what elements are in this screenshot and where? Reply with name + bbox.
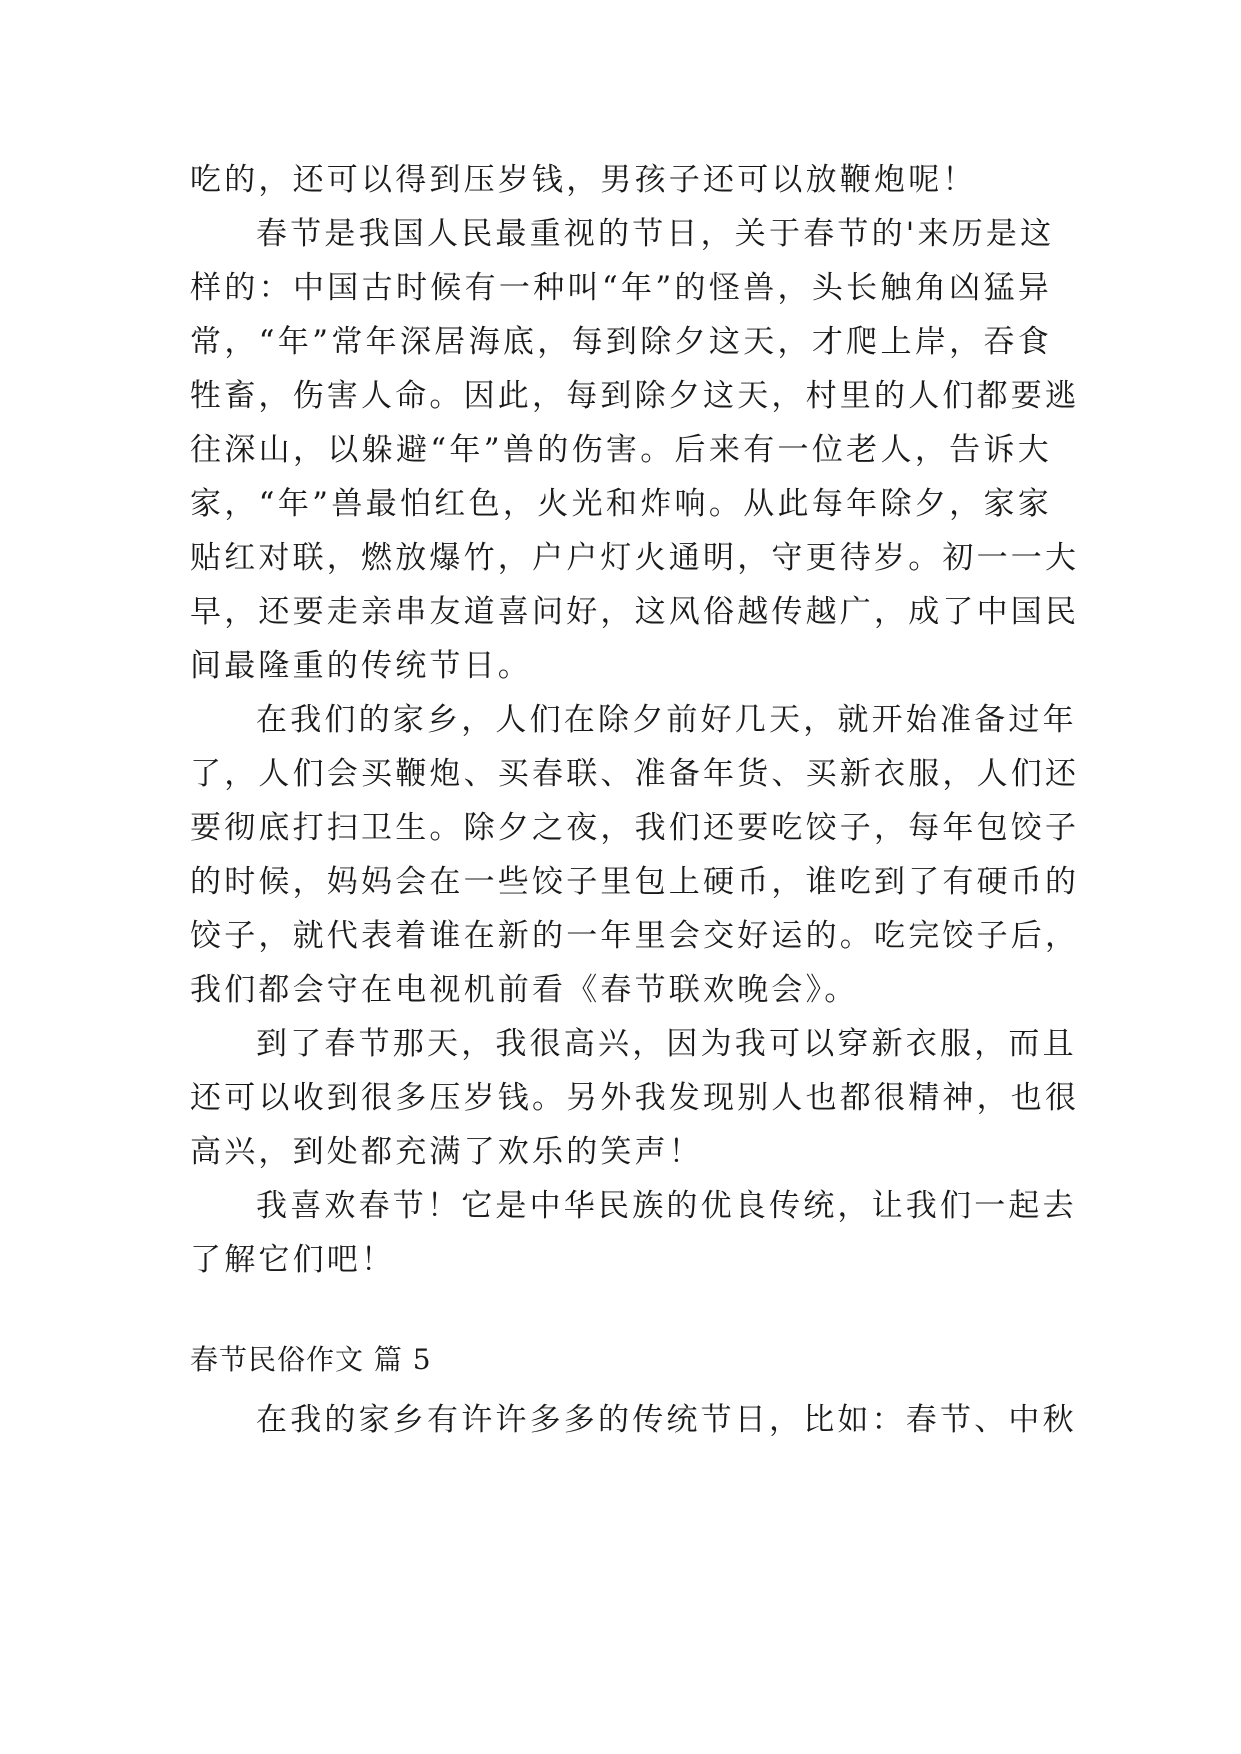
- text-line: 牲畜，伤害人命。因此，每到除夕这天，村里的人们都要逃: [190, 378, 1080, 414]
- paragraph-first-line: 在我的家乡有许许多多的传统节日，比如：春节、中秋: [256, 1402, 1077, 1438]
- paragraph-first-line: 春节是我国人民最重视的节日，关于春节的'来历是这: [256, 216, 1055, 252]
- text-line: 吃的，还可以得到压岁钱，男孩子还可以放鞭炮呢！: [190, 162, 977, 198]
- text-line: 的时候，妈妈会在一些饺子里包上硬币，谁吃到了有硬币的: [190, 864, 1080, 900]
- paragraph-first-line: 到了春节那天，我很高兴，因为我可以穿新衣服，而且: [256, 1026, 1077, 1062]
- text-line: 家，“年”兽最怕红色，火光和炸响。从此每年除夕，家家: [190, 486, 1052, 522]
- text-line: 早，还要走亲串友道喜问好，这风俗越传越广，成了中国民: [190, 594, 1080, 630]
- paragraph-first-line: 在我们的家乡，人们在除夕前好几天，就开始准备过年: [256, 702, 1077, 738]
- text-line: 贴红对联，燃放爆竹，户户灯火通明，守更待岁。初一一大: [190, 540, 1080, 576]
- text-line: 我们都会守在电视机前看《春节联欢晚会》。: [190, 972, 859, 1008]
- text-line: 饺子，就代表着谁在新的一年里会交好运的。吃完饺子后，: [190, 918, 1080, 954]
- text-line: 了，人们会买鞭炮、买春联、准备年货、买新衣服，人们还: [190, 756, 1080, 792]
- text-line: 高兴，到处都充满了欢乐的笑声！: [190, 1134, 703, 1170]
- section-heading: 春节民俗作文 篇 5: [190, 1343, 432, 1376]
- paragraph-first-line: 我喜欢春节！它是中华民族的优良传统，让我们一起去: [256, 1188, 1077, 1224]
- text-line: 样的：中国古时候有一种叫“年”的怪兽，头长触角凶猛异: [190, 270, 1052, 306]
- text-line: 往深山，以躲避“年”兽的伤害。后来有一位老人，告诉大: [190, 432, 1052, 468]
- text-line: 要彻底打扫卫生。除夕之夜，我们还要吃饺子，每年包饺子: [190, 810, 1080, 846]
- text-line: 了解它们吧！: [190, 1242, 396, 1278]
- text-line: 间最隆重的传统节日。: [190, 648, 532, 684]
- text-line: 还可以收到很多压岁钱。另外我发现别人也都很精神，也很: [190, 1080, 1080, 1116]
- text-line: 常，“年”常年深居海底，每到除夕这天，才爬上岸，吞食: [190, 324, 1052, 360]
